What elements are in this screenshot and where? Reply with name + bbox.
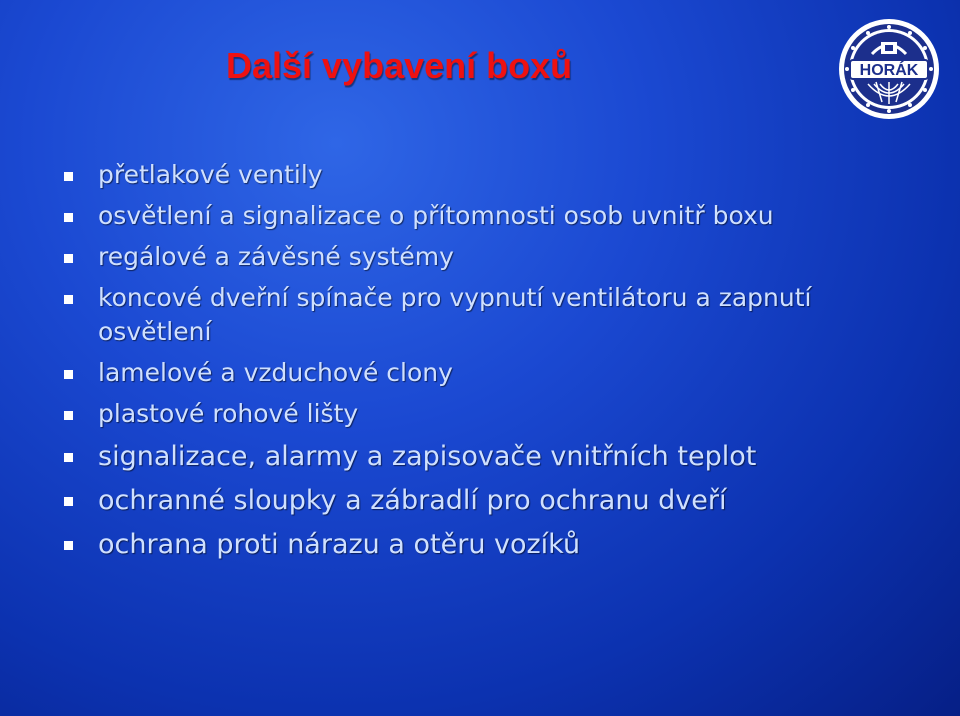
bullet-item (62, 281, 922, 349)
white-square-bullet-icon (64, 254, 73, 263)
bullet-text: signalizace, alarmy a zapisovače vnitřních teplot (98, 441, 757, 472)
white-square-bullet-icon (64, 411, 73, 420)
white-square-bullet-icon (64, 172, 73, 181)
bullet-text: regálové a závěsné systémy (98, 242, 454, 271)
bullet-text: ochrana proti nárazu a otěru vozíků (98, 529, 581, 560)
bullet-text: osvětlení a signalizace o přítomnosti osob uvnitř boxu (98, 201, 774, 230)
white-square-bullet-icon (64, 453, 73, 462)
bullet-item (62, 199, 922, 233)
logo-text: HORÁK (859, 62, 919, 79)
white-square-bullet-icon (64, 541, 73, 550)
bullet-text: ochranné sloupky a zábradlí pro ochranu dveří (98, 485, 727, 516)
white-square-bullet-icon (64, 497, 73, 506)
bullet-item (62, 356, 922, 390)
white-square-bullet-icon (64, 295, 73, 304)
white-square-bullet-icon (64, 213, 73, 222)
horak-logo (838, 18, 940, 120)
bullet-item (62, 526, 922, 563)
bullet-text: lamelové a vzduchové clony (98, 358, 453, 387)
bullet-item (62, 158, 922, 192)
white-square-bullet-icon (64, 370, 73, 379)
bullet-item (62, 438, 922, 475)
slide-title: Další vybavení boxů (226, 45, 573, 86)
bullet-list (62, 158, 922, 570)
bullet-item (62, 482, 922, 519)
bullet-text: přetlakové ventily (98, 160, 323, 189)
bullet-item (62, 397, 922, 431)
bullet-item (62, 240, 922, 274)
bullet-text: plastové rohové lišty (98, 399, 359, 428)
bullet-text: koncové dveřní spínače pro vypnutí ventilátoru a zapnutí osvětlení (98, 283, 812, 346)
